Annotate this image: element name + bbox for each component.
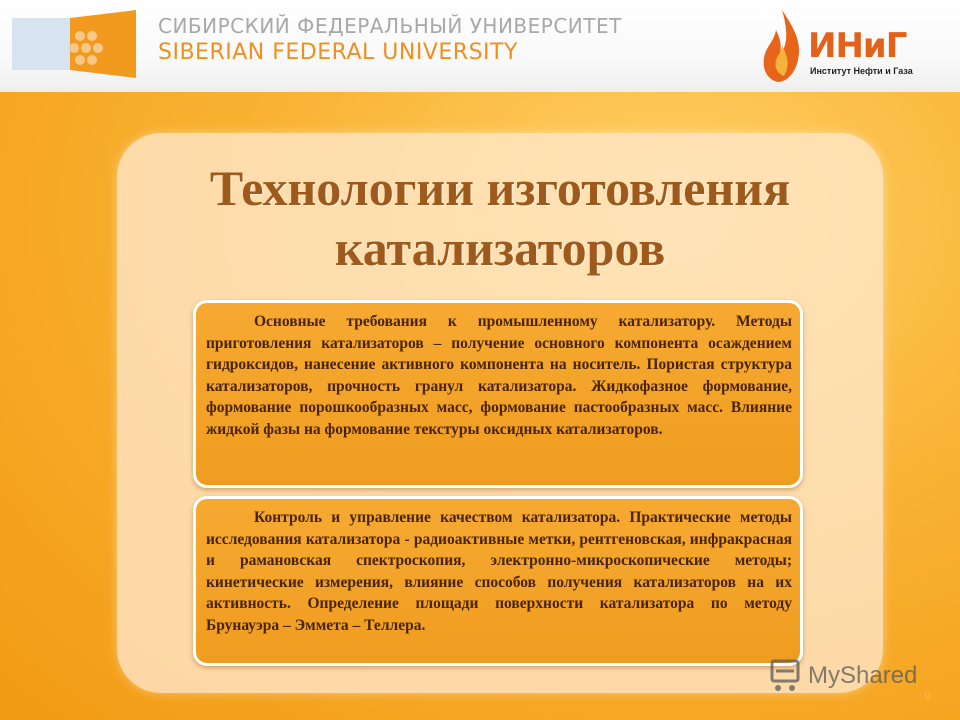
university-name bbox=[158, 14, 622, 66]
myshared-cart-icon bbox=[768, 659, 804, 693]
institute-logo bbox=[760, 8, 950, 84]
requirements-textbox: Основные требования к промышленному катализатору. Методы приготовления катализаторов – получение основного компонента осаждением гидроксидов, нанесение активного компонента на носитель. Пористая структура катализаторов, прочность гранул катализатора. Жидкофазное формование, формование порошкообразных масс, формование пастообразных масс. Влияние жидкой фазы на формование текстуры оксидных катализаторов. bbox=[193, 300, 803, 488]
institute-abbr: ИНиГ bbox=[808, 26, 907, 66]
university-name-ru: СИБИРСКИЙ ФЕДЕРАЛЬНЫЙ УНИВЕРСИТЕТ bbox=[158, 14, 622, 38]
university-name-en: SIBERIAN FEDERAL UNIVERSITY bbox=[158, 40, 518, 65]
watermark-text: MyShared bbox=[808, 662, 918, 689]
institute-name: Институт Нефти и Газа bbox=[810, 66, 913, 76]
inig-flame-icon bbox=[760, 8, 804, 84]
slide-title-line1: Технологии изготовления bbox=[209, 160, 791, 216]
sfu-logo-icon bbox=[12, 10, 136, 78]
header-band bbox=[0, 0, 960, 92]
page-number: 9 bbox=[924, 688, 932, 703]
myshared-watermark bbox=[768, 656, 928, 696]
quality-control-textbox: Контроль и управление качеством катализатора. Практические методы исследования катализатора - радиоактивные метки, рентгеновская, инфракрасная и рамановская спектроскопия, электронно-микроскопические методы; кинетические измерения, влияние способов получения катализаторов на их активность. Определение площади поверхности катализатора по методу Брунауэра – Эммета – Теллера. bbox=[193, 496, 803, 666]
slide-title bbox=[117, 158, 883, 278]
slide-title-line2: катализаторов bbox=[334, 220, 666, 276]
